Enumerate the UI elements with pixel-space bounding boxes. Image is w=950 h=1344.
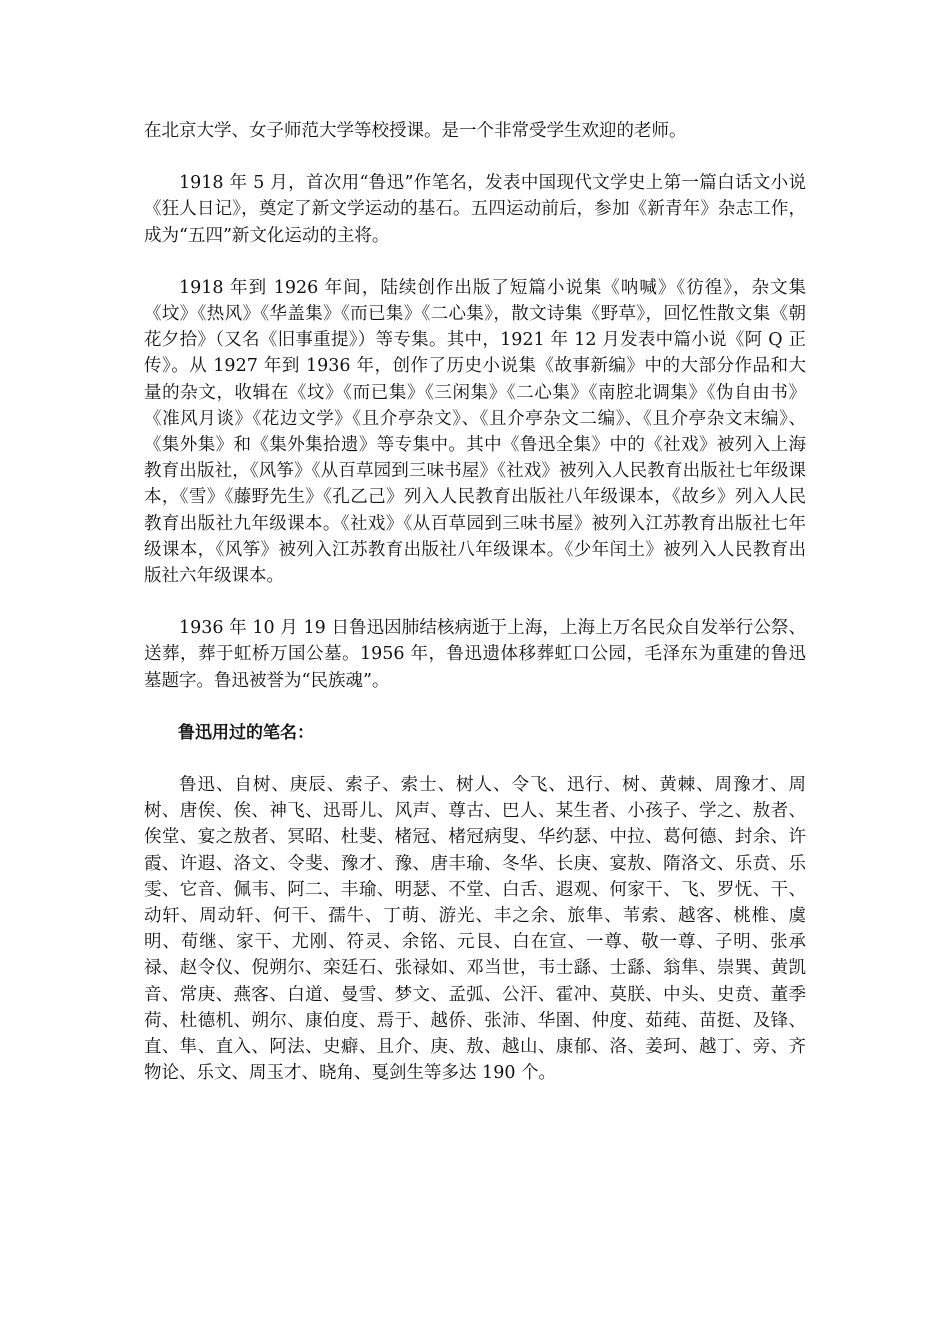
paragraph-teaching: 在北京大学、女子师范大学等校授课。是一个非常受学生欢迎的老师。 xyxy=(144,121,687,141)
pen-names-list: 鲁迅、自树、庚辰、索子、索士、树人、令飞、迅行、树、黄棘、周豫才、周树、唐俟、俟、神飞、迅哥儿、风声、尊古、巴人、某生者、小孩子、学之、敖者、俟堂、宴之敖者、冥昭、杜斐、楮冠、楮冠病叟、华约瑟、中拉、葛何德、封余、许霞、许遐、洛文、令斐、豫才、豫、唐丰瑜、冬华、长庚、宴敖、隋洛文、乐贲、乐雯、它音、佩韦、阿二、丰瑜、明瑟、不堂、白舌、遐观、何家干、飞、罗怃、干、动轩、周动轩、何干、孺牛、丁萌、游光、丰之余、旅隼、苇索、越客、桃椎、虞明、荀继、家干、尤刚、符灵、余铭、元艮、白在宣、一尊、敬一尊、子明、张承禄、赵令仪、倪朔尔、栾廷石、张禄如、邓当世，韦士繇、士繇、翁隼、崇巽、黄凯音、常庚、燕客、白道、曼雪、梦文、孟弧、公汗、霍冲、莫朕、中头、史贲、董季荷、杜德机、朔尔、康伯度、焉于、越侨、张沛、华圉、仲度、茹莼、苗挺、及锋、直、隼、直入、阿法、史癖、且介、庚、敖、越山、康郁、洛、姜珂、越丁、旁、齐物论、乐文、周玉才、晓角、戛剑生等多达 190 个。 xyxy=(144,775,806,1084)
pen-names-heading: 鲁迅用过的笔名： xyxy=(178,722,314,743)
paragraph-death: 1936 年 10 月 19 日鲁迅因肺结核病逝于上海，上海上万名民众自发举行公祭、送葬，葬于虹桥万国公墓。1956 年，鲁迅遗体移葬虹口公园，毛泽东为重建的鲁迅墓题字。鲁迅被誉为“民族魂”。 xyxy=(144,618,806,691)
document-body xyxy=(144,118,806,1087)
paragraph-works: 1918 年到 1926 年间，陆续创作出版了短篇小说集《呐喊》《彷徨》，杂文集《坟》《热风》《华盖集》《而已集》《二心集》，散文诗集《野草》，回忆性散文集《朝花夕拾》（又名《旧事重提》）等专集。其中，1921 年 12 月发表中篇小说《阿 Q 正传》。从 1927 年到 1936 年，创作了历史小说集《故事新编》中的大部分作品和大量的杂文，收辑在《坟》《而已集》《三闲集》《二心集》《南腔北调集》《伪自由书》《准风月谈》《花边文学》《且介亭杂文》、《且介亭杂文二编》、《且介亭杂文末编》、《集外集》和《集外集拾遗》等专集中。其中《鲁迅全集》中的《社戏》被列入上海教育出版社，《风筝》《从百草园到三味书屋》《社戏》被列入人民教育出版社七年级课本，《雪》《藤野先生》《孔乙己》列入人民教育出版社八年级课本，《故乡》列入人民教育出版社九年级课本。《社戏》《从百草园到三味书屋》被列入江苏教育出版社七年级课本，《风筝》被列入江苏教育出版社八年级课本。《少年闰土》被列入人民教育出版社六年级课本。 xyxy=(144,277,806,587)
paragraph-pen-name-debut: 1918 年 5 月，首次用“鲁迅”作笔名，发表中国现代文学史上第一篇白话文小说《狂人日记》，奠定了新文学运动的基石。五四运动前后，参加《新青年》杂志工作，成为“五四”新文化运动的主将。 xyxy=(144,173,806,246)
